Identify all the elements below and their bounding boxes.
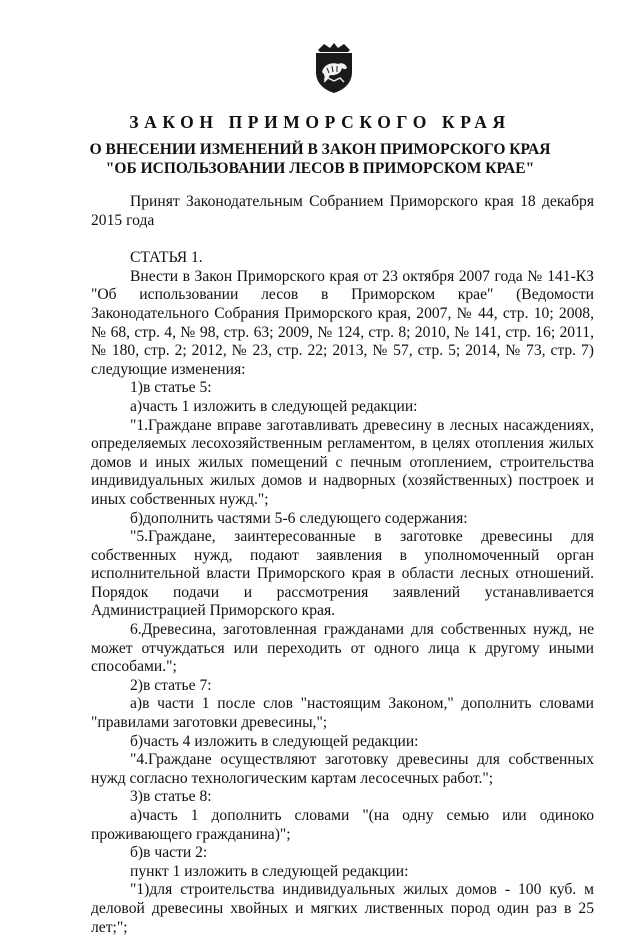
article-heading: СТАТЬЯ 1.: [130, 249, 203, 267]
law-subtitle-line-2: "ОБ ИСПОЛЬЗОВАНИИ ЛЕСОВ В ПРИМОРСКОМ КРАЕ": [105, 160, 535, 177]
coat-of-arms-icon: [312, 42, 356, 94]
paragraph: 2)в статье 7:: [130, 676, 212, 694]
paragraph: 1)в статье 5:: [130, 379, 212, 397]
paragraph: б)в части 2:: [130, 844, 208, 862]
paragraph: 6.Древесина, заготовленная гражданами для собственных нужд, не может отчуждаться или переходить от одного лица к другому иными способами.";: [91, 621, 594, 676]
paragraph: "4.Граждане осуществляют заготовку древесины для собственных нужд согласно технологическим картам лесосечных работ.";: [91, 751, 594, 787]
paragraph: а)часть 1 дополнить словами "(на одну семью или одиноко проживающего гражданина)";: [91, 807, 594, 843]
law-title: ЗАКОН ПРИМОРСКОГО КРАЯ: [129, 112, 511, 132]
paragraph: пункт 1 изложить в следующей редакции:: [130, 862, 409, 880]
adoption-statement: Принят Законодательным Собранием Приморского края 18 декабря 2015 года: [91, 193, 594, 229]
law-subtitle-line-1: О ВНЕСЕНИИ ИЗМЕНЕНИЙ В ЗАКОН ПРИМОРСКОГО КРАЯ: [89, 141, 551, 158]
paragraph: "1)для строительства индивидуальных жилых домов - 100 куб. м деловой древесины хвойных и мягких лиственных пород один раз в 25 лет;";: [91, 881, 594, 936]
paragraph: 3)в статье 8:: [130, 788, 212, 806]
paragraph: а)часть 1 изложить в следующей редакции:: [130, 397, 418, 415]
paragraph: "5.Граждане, заинтересованные в заготовке древесины для собственных нужд, подают заявления в уполномоченный орган исполнительной власти Приморского края в области лесных отношений. Порядок подачи и рассмотрения заявлений устанавливается Администрацией Приморского края.: [91, 528, 594, 620]
paragraph: а)в части 1 после слов "настоящим Законом," дополнить словами "правилами заготовки древесины,";: [91, 695, 594, 732]
law-body: [91, 193, 594, 937]
paragraph: б)дополнить частями 5-6 следующего содержания:: [130, 509, 468, 527]
paragraph: "1.Граждане вправе заготавливать древесину в лесных насаждениях, определяемых лесохозяйственным регламентом, в целях отопления жилых домов и иных жилых помещений с печным отоплением, строительства индивидуальных жилых домов и надворных (хозяйственных) построек и иных собственных нужд.";: [91, 416, 594, 508]
paragraph: Внести в Закон Приморского края от 23 октября 2007 года № 141-КЗ "Об использовании лесов в Приморском крае" (Ведомости Законодательного Собрания Приморского края, 2007, № 44, стр. 10; 2008, № 68, стр. 4, № 98, стр. 63; 2009, № 124, стр. 8; 2010, № 141, стр. 16; 2011, № 180, стр. 2; 2012, № 23, стр. 22; 2013, № 57, стр. 5; 2014, № 73, стр. 7) следующие изменения:: [91, 267, 594, 378]
paragraph: б)часть 4 изложить в следующей редакции:: [130, 732, 419, 750]
